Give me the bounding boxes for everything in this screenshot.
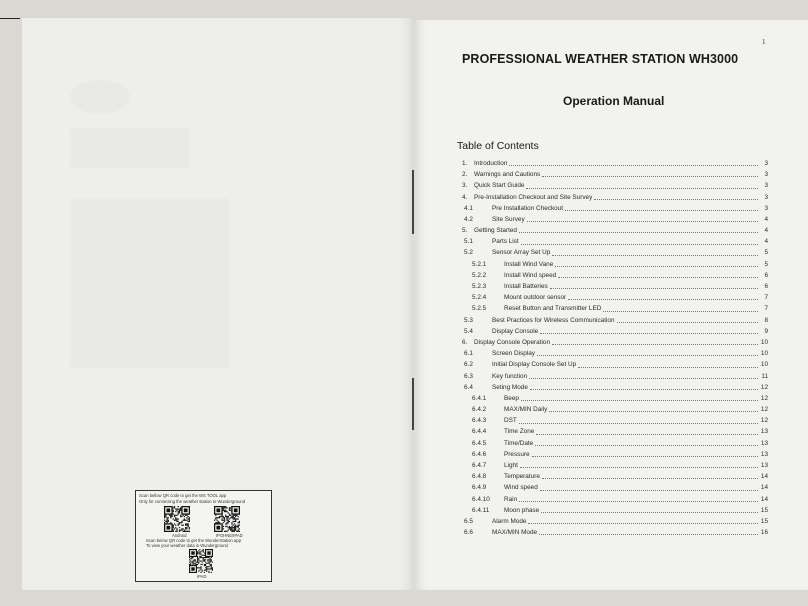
toc-entry-number: 6.4: [464, 383, 473, 391]
toc-entry-label: DST: [504, 417, 517, 425]
toc-entry-label: Initial Display Console Set Up: [492, 361, 577, 369]
qr-panel: [135, 490, 272, 582]
toc-entry-label: Light: [504, 462, 518, 470]
toc-entry-page: 8: [764, 316, 768, 324]
toc-entry-number: 6.6: [464, 529, 473, 537]
toc-entry-label: Beep: [504, 394, 519, 402]
toc-leader-dots: [550, 288, 758, 289]
toc-entry-number: 6.1: [464, 350, 473, 358]
toc-entry-label: Moon phase: [504, 506, 540, 514]
toc-entry-page: 6: [764, 271, 768, 279]
toc-entry-number: 5.2.5: [472, 305, 487, 313]
toc-entry-page: 12: [760, 417, 768, 425]
toc-entry-label: Seting Mode: [492, 383, 528, 391]
toc-entry[interactable]: [462, 169, 768, 180]
toc-leader-dots: [549, 411, 758, 412]
toc-leader-dots: [521, 400, 758, 401]
toc-leader-dots: [526, 188, 758, 189]
toc-entry-page: 16: [760, 529, 768, 537]
toc-leader-dots: [594, 199, 758, 200]
toc-entry-page: 3: [764, 182, 768, 190]
toc-entry[interactable]: [462, 270, 768, 281]
qr-instruction: Scan bellow QR code to get the WS TOOL app: [139, 493, 227, 498]
toc-entry[interactable]: [462, 471, 768, 482]
toc-leader-dots: [552, 344, 758, 345]
toc-entry[interactable]: [462, 337, 768, 348]
toc-entry[interactable]: [462, 281, 768, 292]
toc-entry-page: 15: [760, 517, 768, 525]
toc-leader-dots: [578, 367, 758, 368]
toc-entry-page: 10: [760, 361, 768, 369]
toc-entry[interactable]: [462, 371, 768, 382]
toc-entry-number: 6.4.7: [472, 462, 487, 470]
toc-entry-page: 10: [760, 338, 768, 346]
toc-entry-number: 6.4.1: [472, 394, 487, 402]
toc-entry[interactable]: [462, 482, 768, 493]
toc-leader-dots: [565, 210, 758, 211]
toc-entry-number: 6.5: [464, 517, 473, 525]
toc-entry-label: Install Wind speed: [504, 271, 557, 279]
qr-label: IPOHNE/IPAD: [216, 533, 243, 538]
toc-entry-label: Time/Date: [504, 439, 534, 447]
toc-entry-number: 2.: [462, 171, 468, 179]
toc-leader-dots: [537, 355, 758, 356]
spine-binding: [412, 170, 414, 234]
toc-entry-label: Install Wind Vane: [504, 260, 554, 268]
bleed-through-logo: [70, 80, 130, 114]
toc-entry-label: MAX/MIN Mode: [492, 529, 538, 537]
toc-entry[interactable]: [462, 259, 768, 270]
toc-entry[interactable]: [462, 415, 768, 426]
toc-entry[interactable]: [462, 393, 768, 404]
toc-entry-label: Alarm Mode: [492, 517, 527, 525]
bleed-through-text: [70, 198, 230, 368]
toc-entry[interactable]: [462, 158, 768, 169]
toc-entry-number: 3.: [462, 182, 468, 190]
toc-leader-dots: [519, 232, 758, 233]
toc-entry-number: 4.: [462, 193, 468, 201]
toc-entry-label: Best Practices for Wireless Communication: [492, 316, 615, 324]
toc-entry-page: 12: [760, 406, 768, 414]
edge-line: [0, 18, 20, 19]
toc-entry-page: 14: [760, 473, 768, 481]
toc-entry[interactable]: [462, 248, 768, 259]
toc-leader-dots: [535, 445, 758, 446]
toc-entry[interactable]: [462, 359, 768, 370]
toc-entry-page: 5: [764, 260, 768, 268]
toc-entry-page: 12: [760, 383, 768, 391]
toc-entry-label: Parts List: [492, 238, 519, 246]
toc-entry[interactable]: [462, 427, 768, 438]
toc-entry-number: 6.4.3: [472, 417, 487, 425]
toc-entry-label: Temperature: [504, 473, 540, 481]
toc-leader-dots: [528, 523, 758, 524]
document-subtitle: Operation Manual: [563, 94, 665, 108]
table-of-contents: [462, 158, 768, 538]
toc-entry-number: 6.3: [464, 372, 473, 380]
toc-leader-dots: [530, 389, 758, 390]
toc-entry-number: 6.4.11: [472, 506, 490, 514]
toc-leader-dots: [532, 456, 758, 457]
toc-entry-number: 6.4.9: [472, 484, 487, 492]
toc-entry[interactable]: [462, 505, 768, 516]
toc-entry-number: 5.4: [464, 327, 473, 335]
toc-entry[interactable]: [462, 225, 768, 236]
toc-entry[interactable]: [462, 192, 768, 203]
toc-entry-page: 14: [760, 484, 768, 492]
toc-entry-number: 5.2.3: [472, 283, 487, 291]
toc-entry-label: Sensor Array Set Up: [492, 249, 551, 257]
toc-leader-dots: [617, 322, 758, 323]
toc-entry-number: 5.2: [464, 249, 473, 257]
toc-leader-dots: [539, 534, 758, 535]
toc-entry-page: 5: [764, 249, 768, 257]
toc-entry-number: 6.: [462, 338, 468, 346]
toc-leader-dots: [568, 299, 758, 300]
toc-entry[interactable]: [462, 494, 768, 505]
toc-leader-dots: [542, 478, 758, 479]
toc-leader-dots: [536, 434, 758, 435]
toc-entry-label: Wind speed: [504, 484, 538, 492]
toc-entry-page: 3: [764, 171, 768, 179]
toc-entry-label: Introduction: [474, 159, 508, 167]
toc-leader-dots: [541, 512, 758, 513]
toc-entry-number: 6.4.10: [472, 495, 490, 503]
spine-binding: [412, 378, 414, 430]
toc-entry-number: 6.4.2: [472, 406, 487, 414]
toc-entry-label: Screen Display: [492, 350, 535, 358]
toc-entry-page: 4: [764, 215, 768, 223]
toc-leader-dots: [540, 333, 758, 334]
toc-entry[interactable]: [462, 516, 768, 527]
qr-label: IPAD: [197, 574, 207, 579]
toc-entry[interactable]: [462, 180, 768, 191]
toc-entry-page: 13: [760, 450, 768, 458]
qr-instruction: Scan below QR code to get the WunderStation app: [146, 538, 241, 543]
toc-entry-page: 13: [760, 428, 768, 436]
toc-entry-label: Install Batteries: [504, 283, 548, 291]
toc-entry[interactable]: [462, 292, 768, 303]
toc-entry-label: Pre-Installation Checkout and Site Survey: [474, 193, 593, 201]
toc-entry-page: 12: [760, 394, 768, 402]
toc-entry-page: 15: [760, 506, 768, 514]
toc-entry[interactable]: [462, 527, 768, 538]
qr-label: Android: [172, 533, 187, 538]
toc-entry-number: 6.4.8: [472, 473, 487, 481]
toc-entry-page: 3: [764, 159, 768, 167]
toc-entry-page: 13: [760, 439, 768, 447]
toc-entry-number: 5.2.1: [472, 260, 487, 268]
toc-entry-page: 4: [764, 238, 768, 246]
toc-entry[interactable]: [462, 449, 768, 460]
toc-entry[interactable]: [462, 303, 768, 314]
qr-code-iphone: [214, 506, 240, 532]
qr-instruction: To view your weather data in Wunderground: [146, 543, 228, 548]
bleed-through-text: [70, 128, 190, 168]
qr-code-wunderstation: [189, 549, 213, 573]
toc-leader-dots: [542, 176, 758, 177]
toc-entry[interactable]: [462, 382, 768, 393]
toc-entry-number: 5.2.4: [472, 294, 487, 302]
document-title: PROFESSIONAL WEATHER STATION WH3000: [462, 52, 739, 66]
toc-heading: Table of Contents: [457, 140, 539, 152]
toc-entry-label: Rain: [504, 495, 518, 503]
toc-entry[interactable]: [462, 404, 768, 415]
toc-entry[interactable]: [462, 438, 768, 449]
toc-entry-number: 6.4.6: [472, 450, 487, 458]
toc-leader-dots: [603, 311, 758, 312]
toc-entry-page: 13: [760, 462, 768, 470]
toc-leader-dots: [519, 423, 758, 424]
toc-entry-number: 1.: [462, 159, 468, 167]
toc-entry-label: Key function: [492, 372, 528, 380]
toc-leader-dots: [520, 467, 758, 468]
toc-entry-number: 5.2.2: [472, 271, 487, 279]
toc-leader-dots: [521, 244, 758, 245]
toc-entry[interactable]: [462, 315, 768, 326]
toc-leader-dots: [529, 378, 758, 379]
toc-entry-label: Mount outdoor sensor: [504, 294, 567, 302]
toc-entry-page: 11: [761, 372, 768, 380]
toc-entry-page: 9: [764, 327, 768, 335]
toc-entry[interactable]: [462, 326, 768, 337]
toc-entry[interactable]: [462, 348, 768, 359]
toc-leader-dots: [555, 266, 758, 267]
toc-entry[interactable]: [462, 214, 768, 225]
toc-entry-label: Pressure: [504, 450, 530, 458]
toc-entry-page: 7: [764, 294, 768, 302]
toc-entry-label: Display Console: [492, 327, 539, 335]
toc-entry-number: 4.2: [464, 215, 473, 223]
toc-leader-dots: [527, 221, 758, 222]
toc-leader-dots: [540, 490, 758, 491]
toc-entry-number: 5.3: [464, 316, 473, 324]
toc-entry-number: 5.1: [464, 238, 473, 246]
toc-entry-number: 6.4.5: [472, 439, 487, 447]
toc-entry-number: 6.2: [464, 361, 473, 369]
toc-entry-label: Pre Installation Checkout: [492, 204, 564, 212]
toc-leader-dots: [558, 277, 758, 278]
toc-leader-dots: [509, 165, 758, 166]
toc-entry-number: 6.4.4: [472, 428, 487, 436]
toc-leader-dots: [519, 501, 758, 502]
toc-entry-page: 3: [764, 204, 768, 212]
toc-entry-page: 10: [760, 350, 768, 358]
toc-entry-label: MAX/MIN Daily: [504, 406, 548, 414]
toc-entry-number: 5.: [462, 227, 468, 235]
toc-entry-page: 6: [764, 283, 768, 291]
toc-entry-label: Reset Button and Transmitter LED: [504, 305, 602, 313]
toc-entry-label: Getting Started: [474, 227, 517, 235]
toc-entry[interactable]: [462, 236, 768, 247]
toc-entry-page: 14: [760, 495, 768, 503]
toc-entry-label: Site Survey: [492, 215, 525, 223]
page-number: 1: [762, 38, 766, 46]
toc-entry-number: 4.1: [464, 204, 473, 212]
toc-entry-label: Display Console Operation: [474, 338, 551, 346]
toc-entry[interactable]: [462, 203, 768, 214]
toc-entry-label: Time Zone: [504, 428, 535, 436]
qr-code-android: [164, 506, 190, 532]
toc-entry-page: 3: [764, 193, 768, 201]
toc-entry-page: 4: [764, 227, 768, 235]
toc-entry[interactable]: [462, 460, 768, 471]
toc-leader-dots: [552, 255, 758, 256]
toc-entry-label: Warnings and Cautions: [474, 171, 541, 179]
toc-entry-label: Quick Start Guide: [474, 182, 525, 190]
toc-entry-page: 7: [764, 305, 768, 313]
qr-instruction: Only for connecting the weather station to Wunderground: [139, 499, 246, 504]
